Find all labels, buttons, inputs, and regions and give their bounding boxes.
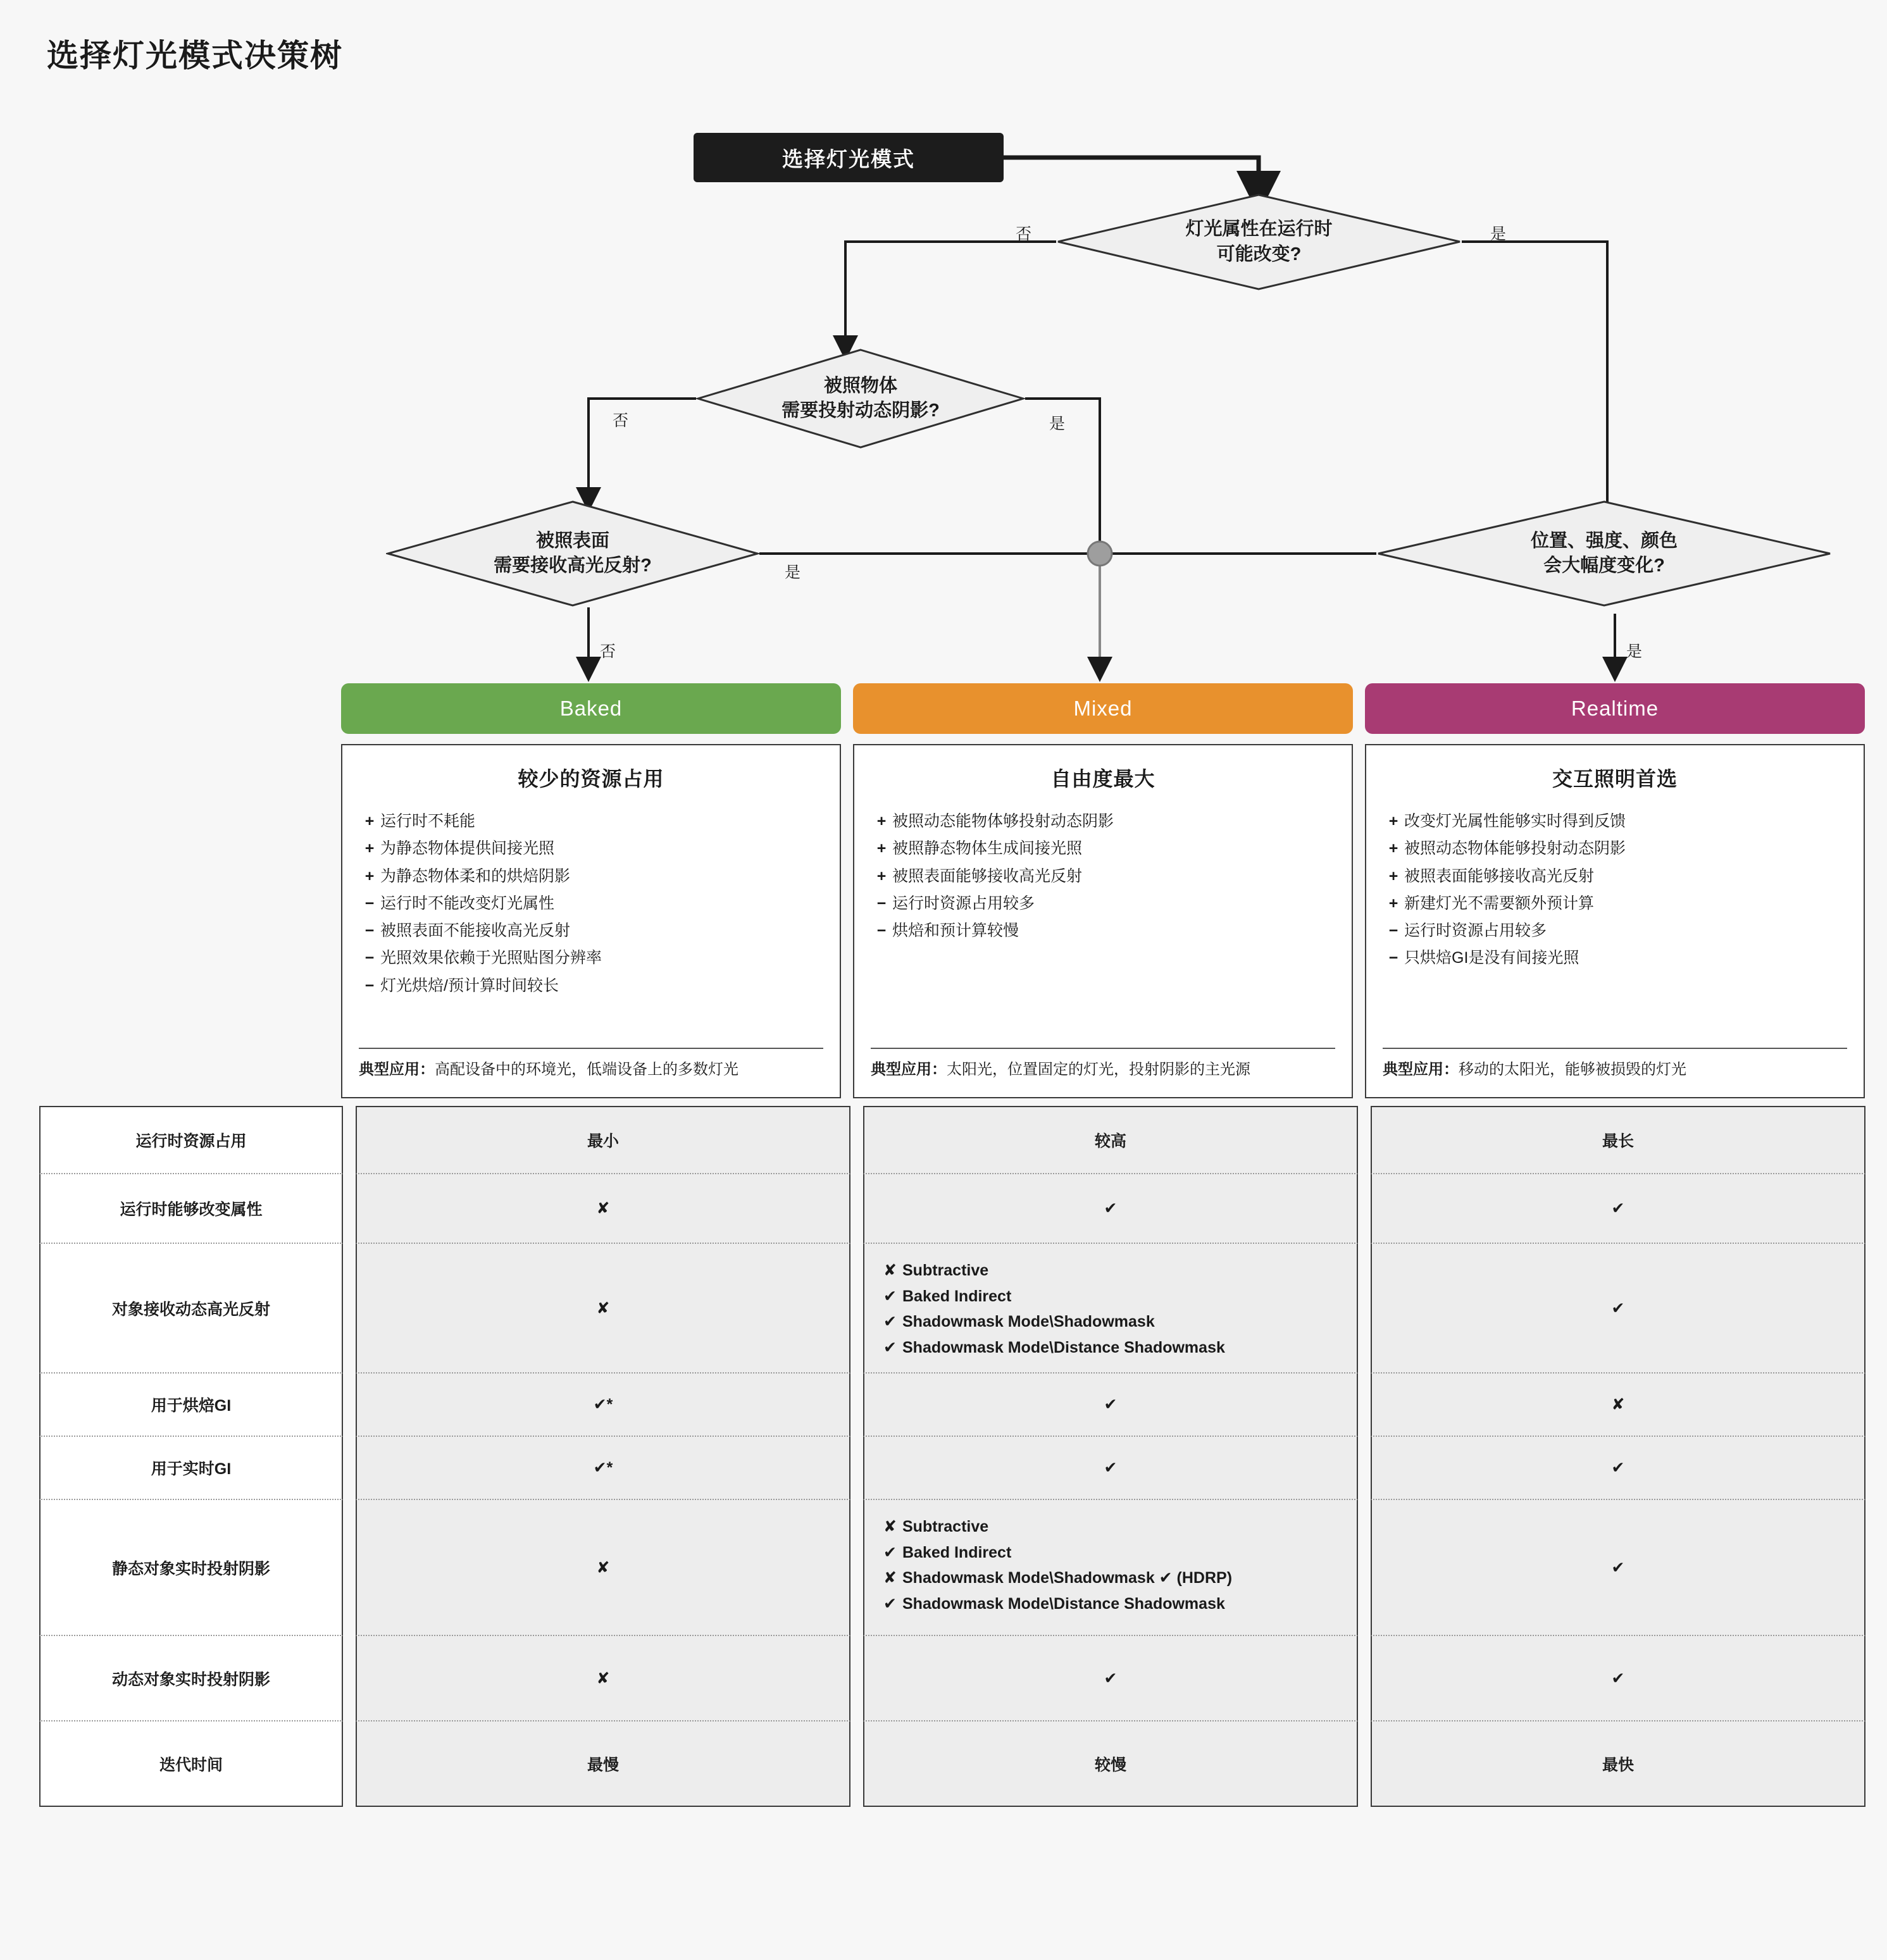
- spacer: [1358, 1374, 1371, 1437]
- mark-icon: ✔: [883, 1313, 897, 1330]
- table-cell-baked: ✘: [356, 1174, 850, 1244]
- mode-body-baked: [341, 744, 841, 1098]
- spacer: [850, 1437, 863, 1500]
- mode-point: [359, 945, 823, 971]
- decision1-line1: 灯光属性在运行时: [1185, 219, 1333, 240]
- mode-point: [359, 836, 823, 862]
- table-row: [39, 1500, 1849, 1636]
- edge-label-no-1: 否: [1016, 225, 1032, 243]
- mode-point: [359, 918, 823, 944]
- decision3-line2: 需要接收高光反射?: [494, 555, 652, 576]
- spacer: [850, 1174, 863, 1244]
- mark-icon: ✔: [883, 1338, 897, 1356]
- point-sign: +: [876, 840, 887, 858]
- flow-decision-large-variation: [1376, 500, 1832, 607]
- table-cell-line: [883, 1514, 1338, 1540]
- table-row: [39, 1106, 1849, 1174]
- table-cell-baked: ✔*: [356, 1374, 850, 1437]
- table-cell-line: [883, 1540, 1338, 1566]
- point-sign: −: [1388, 949, 1398, 967]
- table-row: [39, 1721, 1849, 1807]
- typical-usage-text: 高配设备中的环境光，低端设备上的多数灯光: [435, 1061, 738, 1079]
- mode-point: [871, 891, 1335, 917]
- line-text: Subtractive: [902, 1518, 989, 1535]
- edge-label-yes-2: 是: [1049, 415, 1066, 433]
- table-cell-baked: ✘: [356, 1244, 850, 1374]
- table-cell-baked: ✔*: [356, 1437, 850, 1500]
- typical-usage-mixed: [871, 1048, 1335, 1081]
- table-row: [39, 1244, 1849, 1374]
- point-text: 被照表面能够接收高光反射: [1404, 867, 1595, 885]
- table-row: [39, 1636, 1849, 1721]
- table-cell-mixed: [863, 1500, 1358, 1636]
- table-cell-line: [883, 1258, 1338, 1284]
- mark-icon: ✔: [883, 1594, 897, 1613]
- line-text: Baked Indirect: [902, 1287, 1012, 1305]
- line-text: Shadowmask Mode\Distance Shadowmask: [902, 1594, 1225, 1613]
- point-sign: −: [364, 949, 375, 967]
- table-cell-line: [883, 1309, 1338, 1335]
- point-sign: +: [1388, 840, 1398, 858]
- mode-header-mixed[interactable]: [853, 683, 1353, 734]
- line-text: Baked Indirect: [902, 1543, 1012, 1561]
- mode-point: [871, 918, 1335, 944]
- table-cell-line: [883, 1591, 1338, 1617]
- table-cell-baked: 最小: [356, 1106, 850, 1174]
- spacer: [343, 1437, 356, 1500]
- point-text: 只烘焙GI是没有间接光照: [1404, 949, 1579, 967]
- point-text: 光照效果依赖于光照贴图分辨率: [380, 949, 602, 967]
- mode-point: [871, 864, 1335, 890]
- mode-point: [1383, 945, 1847, 971]
- spacer: [850, 1244, 863, 1374]
- mode-column-mixed: [853, 683, 1353, 1098]
- spacer: [1358, 1437, 1371, 1500]
- spacer: [1358, 1106, 1371, 1174]
- table-cell-realtime: ✔: [1371, 1244, 1865, 1374]
- table-row-header: 用于实时GI: [39, 1437, 343, 1500]
- point-sign: −: [364, 922, 375, 940]
- mode-header-label: Realtime: [1571, 697, 1659, 720]
- spacer: [850, 1636, 863, 1721]
- point-sign: +: [364, 812, 375, 830]
- spacer: [850, 1500, 863, 1636]
- line-text: Shadowmask Mode\Shadowmask: [902, 1313, 1155, 1330]
- table-row-header: 动态对象实时投射阴影: [39, 1636, 343, 1721]
- point-text: 新建灯光不需要额外预计算: [1404, 894, 1595, 912]
- point-sign: −: [364, 894, 375, 912]
- spacer: [850, 1106, 863, 1174]
- mode-header-realtime[interactable]: [1365, 683, 1865, 734]
- typical-usage-label: 典型应用：: [1383, 1061, 1459, 1079]
- mode-header-label: Mixed: [1073, 697, 1133, 720]
- point-text: 为静态物体柔和的烘焙阴影: [380, 867, 571, 885]
- point-text: 灯光烘焙/预计算时间较长: [380, 976, 559, 995]
- decision3-line1: 被照表面: [535, 530, 609, 551]
- point-text: 被照静态物体生成间接光照: [892, 840, 1083, 858]
- mode-point: [1383, 864, 1847, 890]
- table-cell-line: [883, 1565, 1338, 1591]
- table-cell-realtime: ✔: [1371, 1174, 1865, 1244]
- point-sign: −: [876, 922, 887, 940]
- table-cell-mixed: ✔: [863, 1437, 1358, 1500]
- flow-decision-light-properties-change: [1056, 193, 1462, 291]
- spacer: [1358, 1500, 1371, 1636]
- table-row-header: 用于烘焙GI: [39, 1374, 343, 1437]
- mode-column-baked: [341, 683, 841, 1098]
- table-row-header: 静态对象实时投射阴影: [39, 1500, 343, 1636]
- edge-label-no-3: 否: [600, 643, 616, 661]
- table-cell-mixed: 较慢: [863, 1721, 1358, 1807]
- point-text: 运行时资源占用较多: [892, 894, 1035, 912]
- point-sign: +: [364, 867, 375, 885]
- mode-point: [871, 836, 1335, 862]
- table-cell-baked: ✘: [356, 1636, 850, 1721]
- table-cell-mixed: 较高: [863, 1106, 1358, 1174]
- point-text: 运行时资源占用较多: [1404, 922, 1547, 940]
- table-cell-line: [883, 1335, 1338, 1361]
- table-row: [39, 1374, 1849, 1437]
- mode-point: [1383, 918, 1847, 944]
- point-text: 运行时不能改变灯光属性: [380, 894, 555, 912]
- flow-node-root: 选择灯光模式: [694, 133, 1004, 182]
- table-cell-realtime: 最长: [1371, 1106, 1865, 1174]
- edge-label-yes-1: 是: [1490, 225, 1507, 243]
- mode-point: [1383, 891, 1847, 917]
- point-text: 被照动态能物体够投射动态阴影: [892, 812, 1114, 830]
- table-cell-realtime: ✔: [1371, 1437, 1865, 1500]
- point-sign: +: [1388, 812, 1398, 830]
- spacer: [343, 1500, 356, 1636]
- point-text: 改变灯光属性能够实时得到反馈: [1404, 812, 1626, 830]
- mode-subtitle-mixed: 自由度最大: [1050, 767, 1155, 790]
- edge-label-no-2: 否: [613, 412, 629, 430]
- point-sign: +: [1388, 894, 1398, 912]
- typical-usage-label: 典型应用：: [871, 1061, 947, 1079]
- spacer: [343, 1721, 356, 1807]
- decision4-line2: 会大幅度变化?: [1543, 555, 1665, 576]
- table-cell-realtime: 最快: [1371, 1721, 1865, 1807]
- mark-icon: ✘: [883, 1262, 897, 1279]
- mode-body-realtime: [1365, 744, 1865, 1098]
- decision2-line2: 需要投射动态阴影?: [782, 400, 940, 421]
- spacer: [1358, 1636, 1371, 1721]
- decision1-line2: 可能改变?: [1216, 244, 1302, 264]
- point-sign: −: [876, 894, 887, 912]
- mark-icon: ✔: [883, 1287, 897, 1305]
- point-text: 被照表面能够接收高光反射: [892, 867, 1083, 885]
- mode-header-baked[interactable]: [341, 683, 841, 734]
- decision4-line1: 位置、强度、颜色: [1530, 530, 1678, 551]
- mode-point: [1383, 836, 1847, 862]
- table-cell-realtime: ✘: [1371, 1374, 1865, 1437]
- comparison-table: [39, 1106, 1849, 1807]
- table-row: [39, 1174, 1849, 1244]
- table-cell-mixed: [863, 1244, 1358, 1374]
- mode-column-realtime: [1365, 683, 1865, 1098]
- mode-subtitle-realtime: 交互照明首选: [1552, 767, 1678, 790]
- mode-point: [871, 809, 1335, 834]
- table-row-header: 运行时能够改变属性: [39, 1174, 343, 1244]
- spacer: [850, 1721, 863, 1807]
- spacer: [1358, 1244, 1371, 1374]
- page-title: 选择灯光模式决策树: [47, 38, 343, 73]
- line-text: Subtractive: [902, 1262, 989, 1279]
- spacer: [1358, 1721, 1371, 1807]
- decision-flowchart: [0, 95, 1887, 696]
- table-cell-mixed: ✔: [863, 1636, 1358, 1721]
- mark-icon: ✔: [883, 1543, 897, 1561]
- table-cell-baked: 最慢: [356, 1721, 850, 1807]
- edge-label-yes-3: 是: [785, 564, 801, 581]
- point-sign: +: [876, 867, 887, 885]
- typical-usage-baked: [359, 1048, 823, 1081]
- typical-usage-text: 太阳光，位置固定的灯光，投射阴影的主光源: [947, 1061, 1250, 1079]
- mark-icon: ✘: [883, 1518, 897, 1535]
- point-sign: +: [1388, 867, 1398, 885]
- decision2-line1: 被照物体: [823, 375, 897, 396]
- point-sign: +: [364, 840, 375, 858]
- mode-point: [359, 809, 823, 834]
- table-row-header: 迭代时间: [39, 1721, 343, 1807]
- flow-decision-dynamic-shadow: [696, 348, 1025, 449]
- edge-label-yes-4: 是: [1626, 643, 1643, 661]
- mark-icon: ✘: [883, 1569, 897, 1587]
- point-text: 烘焙和预计算较慢: [892, 922, 1019, 940]
- spacer: [343, 1374, 356, 1437]
- table-row: [39, 1437, 1849, 1500]
- table-row-header: 对象接收动态高光反射: [39, 1244, 343, 1374]
- table-cell-realtime: ✔: [1371, 1636, 1865, 1721]
- table-row-header: 运行时资源占用: [39, 1106, 343, 1174]
- mode-point: [359, 973, 823, 999]
- table-cell-mixed: ✔: [863, 1174, 1358, 1244]
- typical-usage-label: 典型应用：: [359, 1061, 435, 1079]
- spacer: [1358, 1174, 1371, 1244]
- line-text: Shadowmask Mode\Distance Shadowmask: [902, 1338, 1225, 1356]
- mode-point: [359, 891, 823, 917]
- typical-usage-text: 移动的太阳光，能够被损毁的灯光: [1459, 1061, 1686, 1079]
- spacer: [850, 1374, 863, 1437]
- mode-header-label: Baked: [559, 697, 623, 720]
- point-sign: +: [876, 812, 887, 830]
- spacer: [343, 1244, 356, 1374]
- table-cell-line: [883, 1284, 1338, 1310]
- point-sign: −: [1388, 922, 1398, 940]
- mode-body-mixed: [853, 744, 1353, 1098]
- typical-usage-realtime: [1383, 1048, 1847, 1081]
- mode-subtitle-baked: 较少的资源占用: [518, 767, 664, 790]
- point-text: 被照表面不能接收高光反射: [380, 922, 571, 940]
- point-text: 为静态物体提供间接光照: [380, 840, 555, 858]
- line-text: Shadowmask Mode\Shadowmask ✔ (HDRP): [902, 1569, 1233, 1587]
- mode-point: [359, 864, 823, 890]
- table-cell-realtime: ✔: [1371, 1500, 1865, 1636]
- point-sign: −: [364, 976, 375, 995]
- spacer: [343, 1174, 356, 1244]
- table-cell-baked: ✘: [356, 1500, 850, 1636]
- point-text: 运行时不耗能: [380, 812, 476, 830]
- mode-point: [1383, 809, 1847, 834]
- spacer: [343, 1106, 356, 1174]
- flow-decision-specular: [386, 500, 759, 607]
- table-cell-mixed: ✔: [863, 1374, 1358, 1437]
- point-text: 被照动态物体能够投射动态阴影: [1404, 840, 1626, 858]
- spacer: [343, 1636, 356, 1721]
